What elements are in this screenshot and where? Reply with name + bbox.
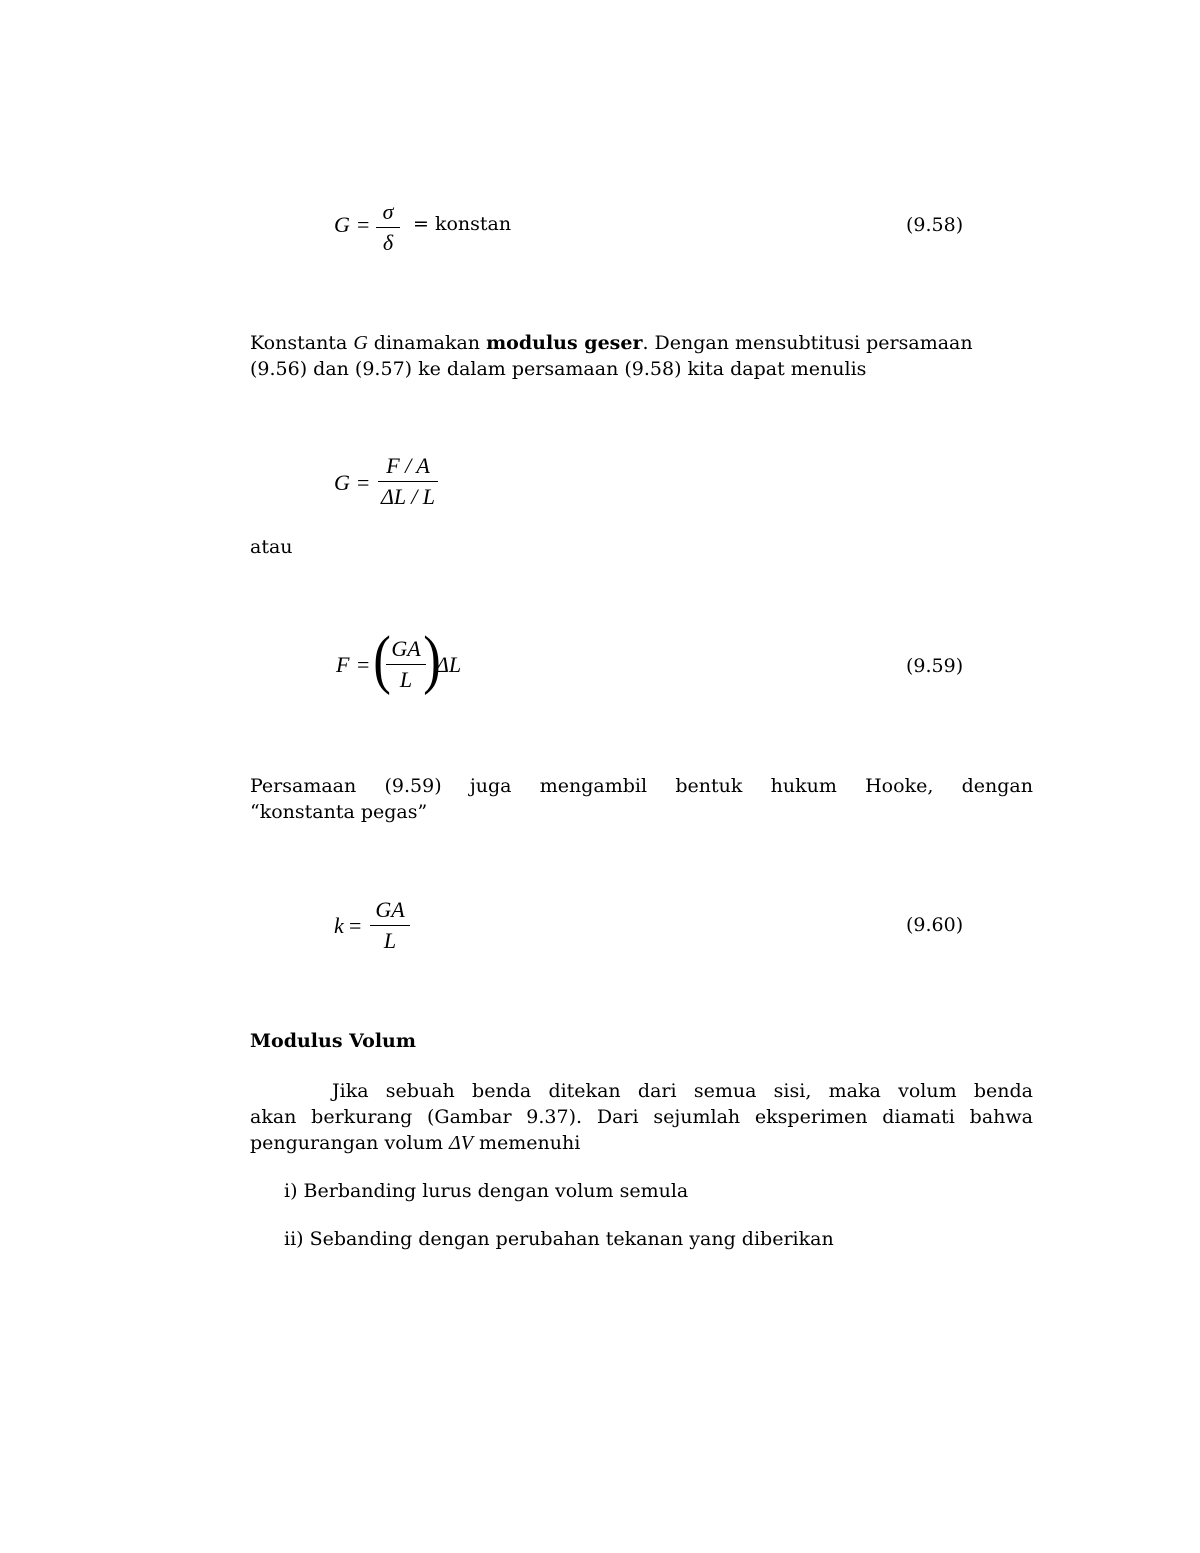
- var-delta-v: ΔV: [449, 1132, 473, 1154]
- eq-lhs: G: [334, 212, 350, 237]
- eq-fraction: [378, 455, 438, 508]
- text-atau: atau: [250, 536, 293, 558]
- equation-number: (9.60): [906, 914, 964, 936]
- var-g: G: [353, 332, 368, 354]
- eq-numerator: σ: [382, 199, 394, 224]
- fraction-bar: [386, 664, 426, 665]
- paragraph-line: “konstanta pegas”: [250, 801, 428, 823]
- heading-text: Modulus Volum: [250, 1030, 416, 1052]
- paragraph-line: [250, 330, 1033, 356]
- eq-fraction: [376, 201, 400, 254]
- eq-lhs: k: [334, 913, 344, 938]
- section-heading: [250, 1030, 416, 1052]
- right-paren: ): [423, 623, 441, 696]
- text-span: memenuhi: [472, 1132, 581, 1154]
- eq-lhs: F: [336, 652, 350, 677]
- bold-term: modulus geser: [486, 332, 643, 354]
- text-span: pengurangan volum: [250, 1132, 449, 1154]
- eq-numerator: GA: [375, 897, 405, 922]
- eq-denominator: L: [399, 667, 413, 692]
- paragraph-volum: [250, 1078, 1033, 1156]
- paragraph-line: Persamaan (9.59) juga mengambil bentuk hukum Hooke, dengan: [250, 775, 1033, 797]
- eq-equals: =: [357, 212, 370, 237]
- eq-numerator: GA: [391, 636, 421, 661]
- eq-denominator: δ: [382, 230, 394, 255]
- paragraph-line: [250, 1130, 1033, 1156]
- eq-lhs: G: [334, 470, 350, 495]
- eq-tail: ΔL: [436, 652, 462, 677]
- eq-equals: =: [349, 913, 362, 938]
- eq-equals: =: [357, 470, 370, 495]
- equation-number: (9.59): [906, 655, 964, 677]
- fraction-bar: [376, 227, 400, 228]
- eq-fraction: [370, 899, 410, 952]
- paragraph-modulus-geser: [250, 330, 1033, 382]
- eq-equals: =: [357, 652, 370, 677]
- paragraph-line: Jika sebuah benda ditekan dari semua sisi, maka volum benda: [332, 1080, 1033, 1102]
- paragraph-hooke: [250, 773, 1033, 825]
- paragraph-line: akan berkurang (Gambar 9.37). Dari sejumlah eksperimen diamati bahwa: [250, 1106, 1033, 1128]
- fraction-bar: [378, 481, 438, 482]
- text-span: Konstanta: [250, 332, 354, 354]
- paragraph-line: (9.56) dan (9.57) ke dalam persamaan (9.58) kita dapat menulis: [250, 358, 867, 380]
- list-item: i) Berbanding lurus dengan volum semula: [284, 1180, 689, 1202]
- list-item: ii) Sebanding dengan perubahan tekanan yang diberikan: [284, 1228, 834, 1250]
- text-span: . Dengan mensubtitusi persamaan: [642, 332, 973, 354]
- eq-fraction: [386, 638, 426, 691]
- eq-numerator: F / A: [386, 453, 430, 478]
- equation-number: (9.58): [906, 214, 964, 236]
- text-span: dinamakan: [367, 332, 487, 354]
- eq-denominator: ΔL / L: [380, 484, 436, 509]
- fraction-bar: [370, 925, 410, 926]
- eq-rest-text: = konstan: [413, 213, 512, 235]
- left-paren: (: [373, 623, 391, 696]
- eq-denominator: L: [383, 928, 397, 953]
